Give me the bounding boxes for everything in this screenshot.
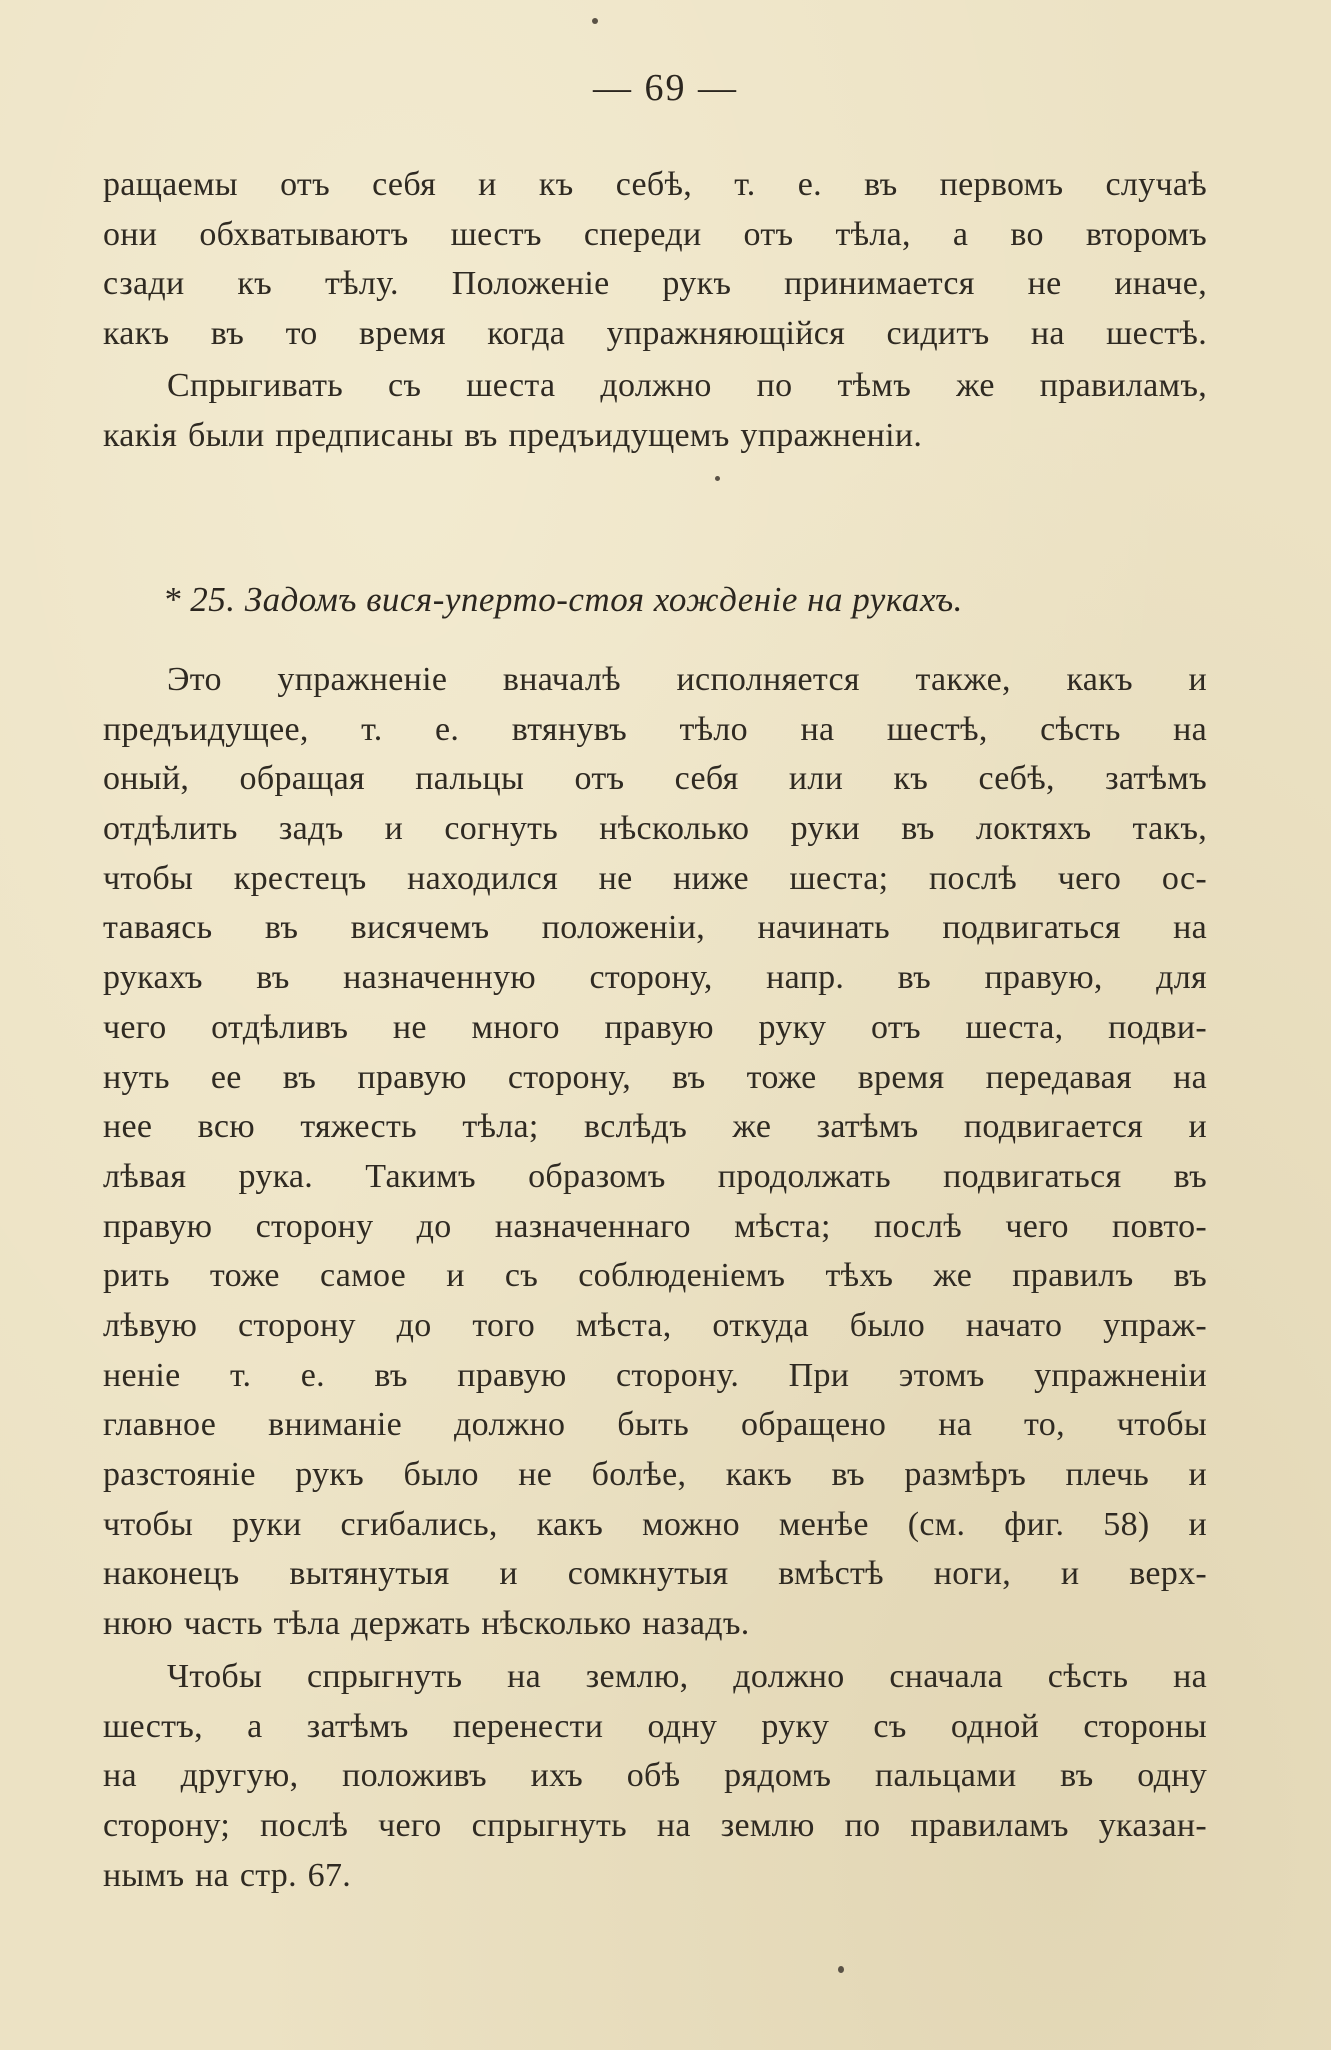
text-line: отдѣлить задъ и согнуть нѣсколько руки въ локтяхъ такъ,	[103, 810, 1207, 848]
paragraph-continuation	[103, 160, 1207, 359]
text-line: чтобы крестецъ находился не ниже шеста; послѣ чего ос-	[103, 859, 1207, 897]
text-line: оный, обращая пальцы отъ себя или къ себѣ, затѣмъ	[103, 760, 1207, 798]
text-line: лѣвую сторону до того мѣста, откуда было начато упраж-	[103, 1306, 1207, 1344]
text-line: Чтобы спрыгнуть на землю, должно сначала сѣсть на	[167, 1658, 1207, 1695]
text-line: какъ въ то время когда упражняющійся сидитъ на шестѣ.	[103, 315, 1207, 353]
text-line: разстояніе рукъ было не болѣе, какъ въ размѣръ плечь и	[103, 1456, 1207, 1493]
text-line: таваясь въ висячемъ положеніи, начинать подвигаться на	[103, 909, 1207, 947]
paragraph-exercise-description	[103, 655, 1207, 1649]
text-line: Это упражненіе вначалѣ исполняется также, какъ и	[167, 661, 1207, 698]
text-line: неніе т. е. въ правую сторону. При этомъ упражненіи	[103, 1356, 1207, 1394]
text-line: нымъ на стр. 67.	[103, 1856, 352, 1894]
text-line: сторону; послѣ чего спрыгнуть на землю по правиламъ указан-	[103, 1807, 1207, 1845]
exercise-heading: * 25. Задомъ вися-уперто-стоя хожденіе на рукахъ.	[163, 580, 963, 619]
text-line: главное вниманіе должно быть обращено на то, чтобы	[103, 1406, 1207, 1444]
text-line: нюю часть тѣла держать нѣсколько назадъ.	[103, 1605, 750, 1643]
ink-speck	[592, 18, 598, 24]
text-line: правую сторону до назначеннаго мѣста; послѣ чего повто-	[103, 1207, 1207, 1245]
text-line: нее всю тяжесть тѣла; вслѣдъ же затѣмъ подвигается и	[103, 1108, 1207, 1146]
text-line: рить тоже самое и съ соблюденіемъ тѣхъ же правилъ въ	[103, 1257, 1207, 1295]
text-line: предъидущее, т. е. втянувъ тѣло на шестѣ, сѣсть на	[103, 710, 1207, 748]
text-line: они обхватываютъ шестъ спереди отъ тѣла, а во второмъ	[103, 215, 1207, 253]
text-line: какія были предписаны въ предъидущемъ упражненіи.	[103, 416, 923, 454]
text-line: Спрыгивать съ шеста должно по тѣмъ же правиламъ,	[167, 367, 1207, 404]
text-line: рукахъ въ назначенную сторону, напр. въ правую, для	[103, 959, 1207, 997]
paragraph-dismount-description	[103, 1652, 1207, 1900]
text-line: наконецъ вытянутыя и сомкнутыя вмѣстѣ ноги, и верх-	[103, 1555, 1207, 1593]
ink-speck	[838, 1966, 844, 1973]
text-line: на другую, положивъ ихъ обѣ рядомъ пальцами въ одну	[103, 1757, 1207, 1795]
page-number: — 69 —	[593, 67, 738, 109]
text-line: чтобы руки сгибались, какъ можно менѣе (см. фиг. 58) и	[103, 1505, 1207, 1543]
text-line: чего отдѣливъ не много правую руку отъ шеста, подви-	[103, 1008, 1207, 1046]
text-line: шестъ, а затѣмъ перенести одну руку съ одной стороны	[103, 1707, 1207, 1745]
text-line: ращаемы отъ себя и къ себѣ, т. е. въ первомъ случаѣ	[103, 166, 1207, 203]
text-line: сзади къ тѣлу. Положеніе рукъ принимается не иначе,	[103, 265, 1207, 303]
text-line: лѣвая рука. Такимъ образомъ продолжать подвигаться въ	[103, 1157, 1207, 1195]
text-line: нуть ее въ правую сторону, въ тоже время передавая на	[103, 1058, 1207, 1096]
paragraph-dismount-rule	[103, 361, 1207, 460]
ink-speck	[715, 476, 720, 481]
